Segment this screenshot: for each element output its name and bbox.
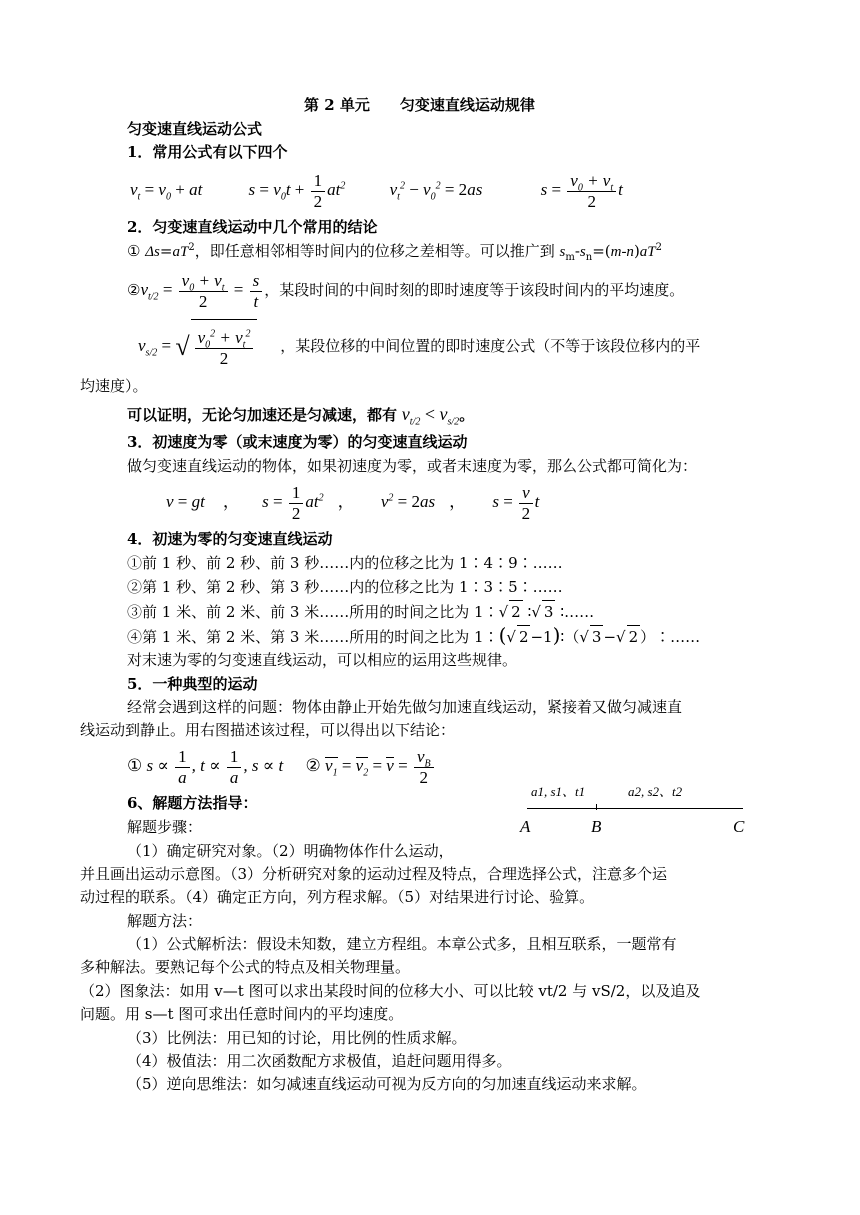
section-2-heading: 2．匀变速直线运动中几个常用的结论: [127, 218, 378, 236]
diagram-point-a: A: [520, 817, 531, 836]
method-2b: 问题。用 s—t 图可求出任意时间内的平均速度。: [80, 1005, 404, 1023]
section-5-p1: 经常会遇到这样的问题：物体由静止开始先做匀加速直线运动，紧接着又做匀减速直: [127, 698, 683, 716]
diagram-point-b: B: [591, 817, 602, 836]
step-line-2: 并且画出运动示意图。（3）分析研究对象的运动过程及特点，合理选择公式，注意多个运: [80, 865, 668, 883]
diagram-tick-b: [596, 804, 597, 810]
section-3-heading: 3．初速度为零（或末速度为零）的匀变速直线运动: [127, 433, 468, 451]
method-4: （4）极值法：用二次函数配方求极值，追赶问题用得多。: [127, 1052, 512, 1070]
formula-row-1: [130, 165, 623, 215]
conclusion-3-cont: 均速度）。: [80, 377, 148, 395]
method-1b: 多种解法。要熟记每个公式的特点及相关物理量。: [80, 958, 411, 976]
section-6-heading: 6、解题方法指导：: [127, 794, 258, 812]
formula-displacement: $s = v_0t$ + $\frac{1}{2}$ $at^2$: [248, 170, 346, 211]
conclusion-2: $②v_{t/2}$ = $\frac{v_0 + v_t}{2}$ = $\frac{s}{t}$ ，某段时间的中间时刻的即时速度等于该段时间内的平均速度。: [127, 270, 685, 311]
methods-title: 解题方法：: [127, 912, 203, 930]
formula-row-3: v = gt ， s = $\frac{1}{2}$ $at^2$ ， $v^2 = 2as$ ， s = $\frac{v}{2}$ t: [166, 482, 540, 523]
ratio-item-2: ②第 1 秒、第 2 秒、第 3 秒……内的位移之比为 1∶3∶5∶……: [127, 578, 563, 596]
ratio-note: 对末速为零的匀变速直线运动，可以相应的运用这些规律。: [127, 651, 518, 669]
formula-velocity-squared: $v_t^2 - v_0^2 = 2as$: [389, 180, 483, 203]
step-line-3: 动过程的联系。（4）确定正方向，列方程求解。（5）对结果进行讨论、验算。: [80, 888, 595, 906]
intro-heading: 匀变速直线运动公式: [127, 120, 263, 138]
method-3: （3）比例法：用已知的讨论，用比例的性质求解。: [127, 1029, 467, 1047]
formula-average: s = $\frac{v_0 + v_t}{2}$ t: [540, 170, 623, 211]
section-1-heading: 1．常用公式有以下四个: [127, 143, 288, 161]
proof-line: 可以证明，无论匀加速还是匀减速，都有 $v_{t/2} < v_{s/2}$。: [127, 404, 475, 428]
conclusion-3: $v_{s/2}$ = √ $\frac{v_0^2 + v_t^2}{2}$ ，某段位移的中间位置的即时速度公式（不等于该段位移内的平: [138, 318, 700, 376]
proof-text: 可以证明，无论匀加速还是匀减速，都有: [127, 406, 398, 424]
diagram-point-c: C: [733, 817, 745, 836]
method-1a: （1）公式解析法：假设未知数，建立方程组。本章公式多，且相互联系，一题常有: [127, 935, 677, 953]
method-2a: （2）图象法：如用 v—t 图可以求出某段时间的位移大小、可以比较 vt/2 与 vS/2，以及追及: [80, 982, 701, 1000]
section-5-heading: 5．一种典型的运动: [127, 675, 258, 693]
conclusion-1-text: ，即任意相邻相等时间内的位移之差相等。可以推广到: [194, 242, 555, 260]
diagram-label-right: a2, s2、t2: [628, 784, 683, 799]
method-5: （5）逆向思维法：如匀减速直线运动可视为反方向的匀加速直线运动来求解。: [127, 1075, 647, 1093]
section-4-heading: 4．初速为零的匀变速直线运动: [127, 530, 333, 548]
conclusion-3-text: ，某段位移的中间位置的即时速度公式（不等于该段位移内的平: [280, 337, 701, 355]
conclusion-2-text: ，某段时间的中间时刻的即时速度等于该段时间内的平均速度。: [264, 281, 685, 299]
ratio-item-1: ①前 1 秒、前 2 秒、前 3 秒……内的位移之比为 1∶4∶9∶……: [127, 554, 563, 572]
conclusion-1: ① $\Delta s=aT^2$，即任意相邻相等时间内的位移之差相等。可以推广到 $s_m-s_n=(m-n)aT^2$: [127, 242, 663, 263]
steps-title: 解题步骤：: [127, 818, 203, 836]
ratio-item-4: ④第 1 米、第 2 米、第 3 米……所用的时间之比为 1∶(√ 2 −1)∶（√ 3 −√ 2 ）∶……: [127, 623, 701, 647]
page-title: 第 2 单元 匀变速直线运动规律: [304, 96, 535, 114]
section-5-p2: 线运动到静止。用右图描述该过程，可以得出以下结论：: [80, 721, 456, 739]
step-line-1: （1）确定研究对象。（2）明确物体作什么运动，: [127, 842, 454, 860]
formula-velocity: $v_t = v_0$ + at: [130, 180, 203, 203]
diagram-label-left: a1, s1、t1: [531, 784, 586, 799]
section-3-text: 做匀变速直线运动的物体，如果初速度为零，或者末速度为零，那么公式都可简化为：: [127, 457, 698, 475]
diagram-line: [527, 808, 743, 809]
ratio-item-3: ③前 1 米、前 2 米、前 3 米……所用的时间之比为 1∶√ 2 ∶√ 3 ∶……: [127, 600, 594, 623]
formula-row-5: ① s ∝ $\frac{1}{a}$ , t ∝ $\frac{1}{a}$ , s ∝ t ② $v_1 = v_2 = v$ = $\frac{v_B}{2}$: [127, 744, 436, 788]
